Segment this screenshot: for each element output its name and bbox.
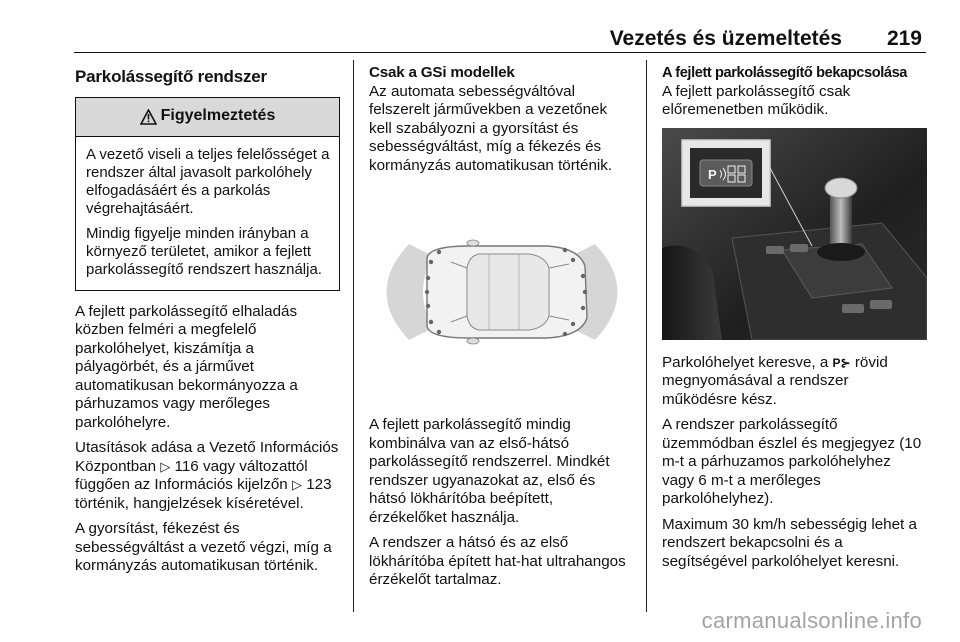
column-divider-1 xyxy=(353,60,354,612)
col1-para-2-text-c: történik, hangjelzések kíséretével. xyxy=(75,494,304,512)
column-1 xyxy=(75,64,340,583)
col3-para-1-text-b: rövid megnyomásával a rendszer működésre kész. xyxy=(662,353,888,408)
page-ref-arrow-icon: ▷ xyxy=(160,458,171,474)
col3-para-3: Maximum 30 km/h sebességig lehet a rendszert bekapcsolni és a segítségével parkolóhelyet keresni. xyxy=(662,515,917,570)
page-number: 219 xyxy=(886,27,922,50)
column-divider-2 xyxy=(646,60,647,612)
warning-para-1: A vezető viseli a teljes felelősséget a rendszer által javasolt parkolóhely elfogadásáért és a parkolás végrehajtásáért. xyxy=(86,145,330,218)
watermark: carmanualsonline.info xyxy=(701,608,922,633)
page-ref-2[interactable]: 123 xyxy=(306,476,332,494)
col3-para-1-text-a: Parkolóhelyet keresve, a xyxy=(662,353,829,371)
col2-intro: Az automata sebességváltóval felszerelt járművekben a vezetőnek kell szabályozni a gyorsítást és sebességváltást, míg a fékezés és kormányzás automatikusan történik. xyxy=(369,82,613,174)
col3-intro: A fejlett parkolássegítő csak előremenetben működik. xyxy=(662,82,851,118)
header-title: Vezetés és üzemeltetés xyxy=(609,27,842,50)
park-assist-icon: P⊱ xyxy=(832,355,851,370)
page-header xyxy=(0,0,960,56)
col3-para-1 xyxy=(662,354,927,410)
warning-para-2: Mindig figyelje minden irányban a környező területet, amikor a fejlett parkolássegítő rendszert használja. xyxy=(86,224,322,279)
warning-body xyxy=(76,137,339,290)
section-title: Parkolássegítő rendszer xyxy=(75,67,267,86)
col1-para-3: A gyorsítást, fékezést és sebességváltást a vezető végzi, míg a kormányzás automatikusan történik. xyxy=(75,520,332,575)
gsi-subtitle: Csak a GSi modellek xyxy=(369,64,515,81)
column-3 xyxy=(662,64,927,578)
console-button-photo xyxy=(662,128,927,340)
column-2 xyxy=(369,64,634,597)
page-ref-arrow-icon: ▷ xyxy=(291,477,302,493)
warning-triangle-icon xyxy=(140,109,157,125)
col1-para-2-text-b: vagy változattól függően az Információs kijelzőn xyxy=(75,457,308,494)
col1-para-2-text-a: Utasítások adása a Vezető Információs Központban xyxy=(75,439,339,475)
col2-para-1: A fejlett parkolássegítő mindig kombinálva van az első-hátsó parkolássegítő rendszerrel. Mindkét rendszer ugyanazokat az, első és hátsó lökhárítóba beépített, érzékelőket használja. xyxy=(369,416,610,526)
park-assist-button-label: P xyxy=(708,166,717,182)
col1-para-2 xyxy=(75,439,340,513)
col1-para-1: A fejlett parkolássegítő elhaladás közben felméri a megfelelő parkolóhelyet, kiszámítja a pályagörbét, és a járművet automatikusan bekormányozza a párhuzamos vagy merőleges parkolóhelyre. xyxy=(75,302,298,431)
warning-header xyxy=(76,98,339,137)
activation-subtitle: A fejlett parkolássegítő bekapcsolása xyxy=(662,65,908,81)
col3-para-2: A rendszer parkolássegítő üzemmódban észlel és megjegyez (10 m-t a párhuzamos parkolóhelyhez vagy 6 m-t a merőleges parkolóhelyhez). xyxy=(662,416,922,507)
page-ref-1[interactable]: 116 xyxy=(174,457,199,475)
warning-box xyxy=(75,97,340,291)
warning-title: Figyelmeztetés xyxy=(160,107,276,125)
parking-sensor-car-illustration xyxy=(369,182,634,402)
header-rule xyxy=(74,52,926,53)
col2-para-2: A rendszer a hátsó és az első lökhárítóba épített hat-hat ultrahangos érzékelőt tartalmaz. xyxy=(369,534,626,588)
